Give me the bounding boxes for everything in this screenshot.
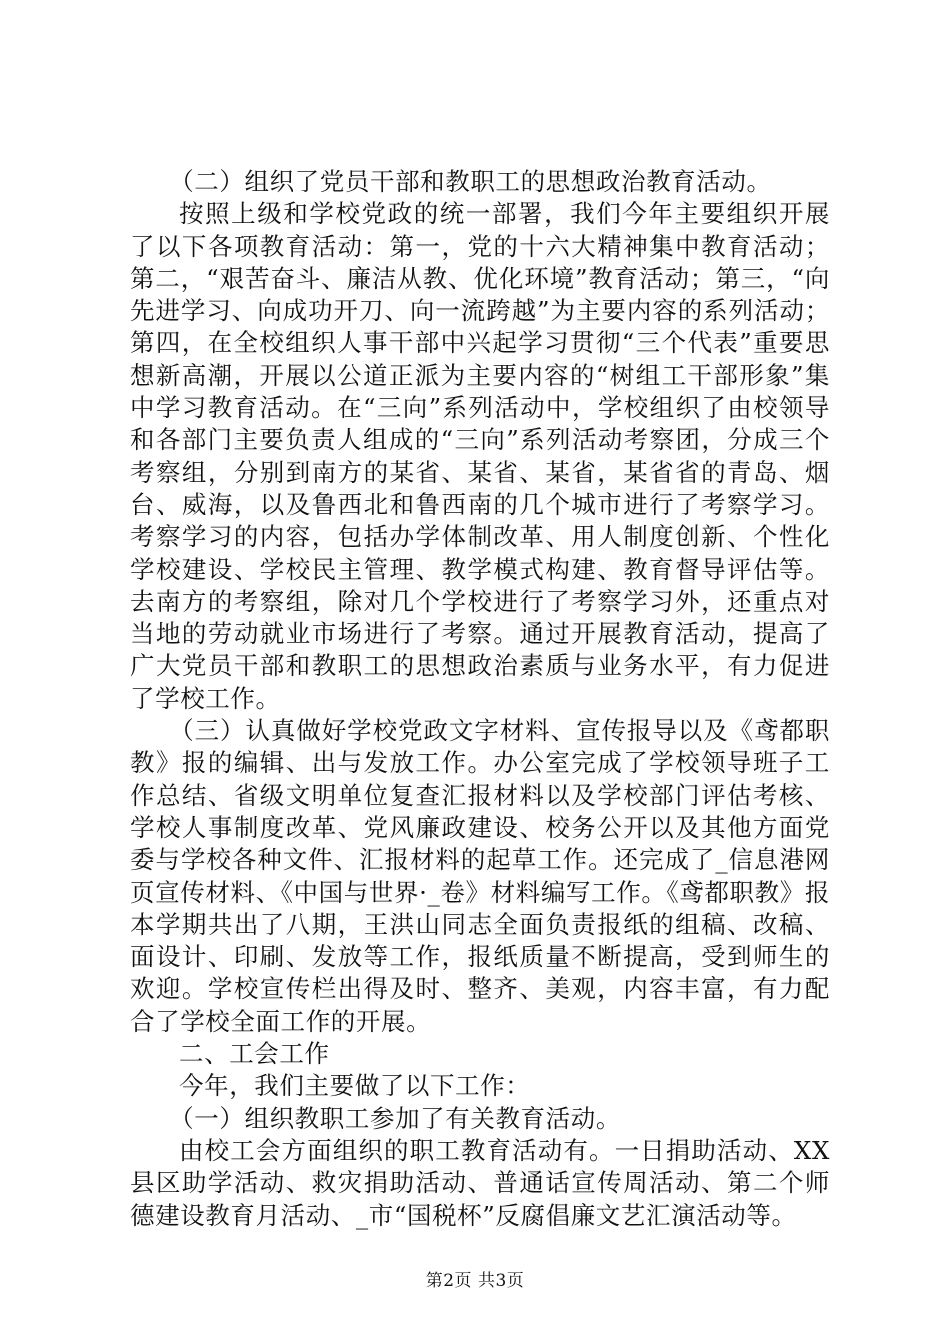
- section-heading-union-1: （一）组织教职工参加了有关教育活动。: [169, 1103, 621, 1133]
- section-heading-2: （二）组织了党员干部和教职工的思想政治教育活动。: [169, 167, 772, 196]
- body-paragraph-union-intro: 今年，我们主要做了以下工作：: [179, 1071, 531, 1101]
- section-heading-union-work: 二、工会工作: [179, 1039, 330, 1069]
- page-number-footer: 第2页 共3页: [425, 1271, 525, 1291]
- body-paragraph-publicity-work: （三）认真做好学校党政文字材料、宣传报导以及《鸢都职教》报的编辑、出与发放工作。办公室完成了学校领导班子工作总结、省级文明单位复查汇报材料以及学校部门评估考核、学校人事制度改革、党风廉政建设、校务公开以及其他方面党委与学校各种文件、汇报材料的起草工作。还完成了_信息港网页宣传材料、《中国与世界·_卷》材料编写工作。《鸢都职教》报本学期共出了八期，王洪山同志全面负责报纸的组稿、改稿、面设计、印刷、发放等工作，报纸质量不断提高，受到师生的欢迎。学校宣传栏出得及时、整齐、美观，内容丰富，有力配合了学校全面工作的开展。: [130, 716, 830, 1036]
- document-body: [130, 166, 830, 1232]
- body-paragraph-union-activities: 由校工会方面组织的职工教育活动有。一日捐助活动、XX县区助学活动、救灾捐助活动、普通话宣传周活动、第二个师德建设教育月活动、_市“国税杯”反腐倡廉文艺汇演活动等。: [130, 1135, 830, 1230]
- body-paragraph-education-activities: 按照上级和学校党政的统一部署，我们今年主要组织开展了以下各项教育活动：第一，党的十六大精神集中教育活动；第二，“艰苦奋斗、廉洁从教、优化环境”教育活动；第三，“向先进学习、向成功开刀、向一流跨越”为主要内容的系列活动；第四，在全校组织人事干部中兴起学习贯彻“三个代表”重要思想新高潮，开展以公道正派为主要内容的“树组工干部形象”集中学习教育活动。在“三向”系列活动中，学校组织了由校领导和各部门主要负责人组成的“三向”系列活动考察团，分成三个考察组，分别到南方的某省、某省、某省，某省省的青岛、烟台、威海，以及鲁西北和鲁西南的几个城市进行了考察学习。考察学习的内容，包括办学体制改革、用人制度创新、个性化学校建设、学校民主管理、教学模式构建、教育督导评估等。去南方的考察组，除对几个学校进行了考察学习外，还重点对当地的劳动就业市场进行了考察。通过开展教育活动，提高了广大党员干部和教职工的思想政治素质与业务水平，有力促进了学校工作。: [130, 199, 830, 713]
